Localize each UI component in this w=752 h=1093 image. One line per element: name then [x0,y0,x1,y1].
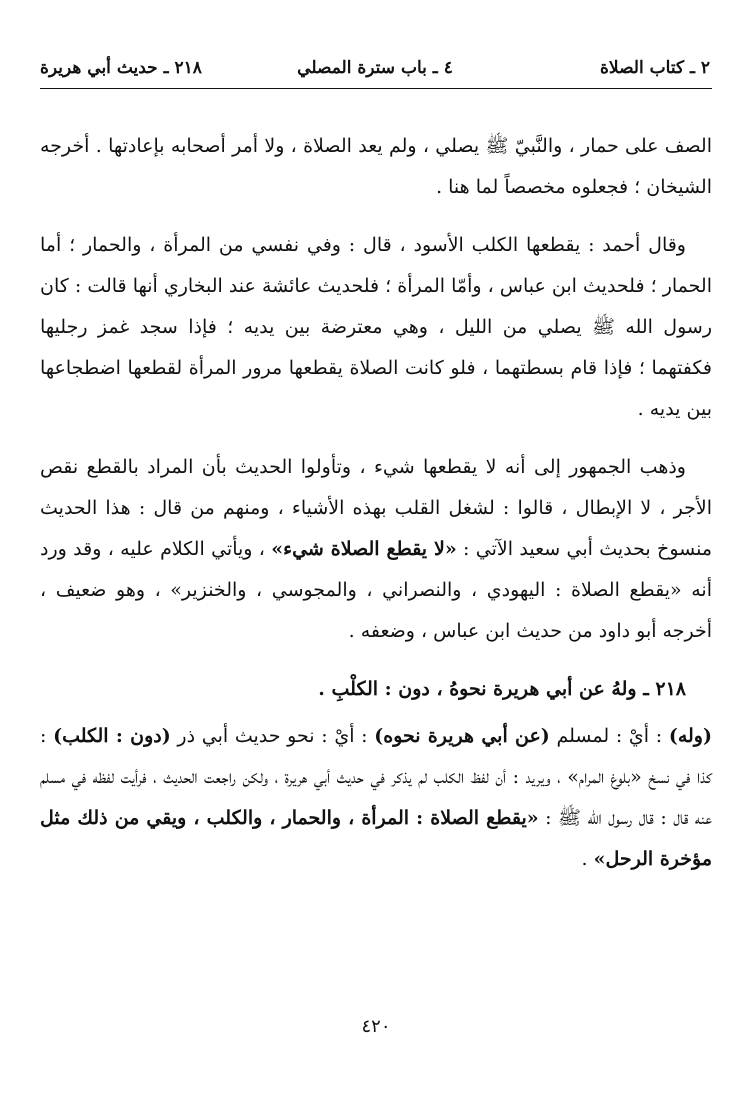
paragraph-3-text-c: ، ويأتي الكلام عليه ، وقد ورد أنه «يقطع الصلاة : اليهودي ، والنصراني ، والمجوسي ، والخنزير» ، وهو ضعيف ، أخرجه أبو داود من حديث ابن عباس ، وضعفه . [40,538,712,642]
page-body [40,126,712,897]
commentary-text-f: : كذا في نسخ «بلوغ المرام» ، ويريد : أن لفظ الكلب لم يذكر في حديث أبي هريرة ، ولكن راجعت الحديث ، فرأيت لفظه في مسلم عنه قال : قال رسول الله ﷺ : [40,725,712,829]
hadith-218-heading: ٢١٨ ـ ولهُ عن أبي هريرة نحوهُ ، دون : الكلْبِ . [318,678,686,700]
paragraph-2: وقال أحمد : يقطعها الكلب الأسود ، قال : وفي نفسي من المرأة ، والحمار ؛ أما الحمار ؛ فلحديث ابن عباس ، وأمّا المرأة ؛ فلحديث عائشة عند البخاري أنها قالت : كان رسول الله ﷺ يصلي من الليل ، وهي معترضة بين يديه ؛ فإذا سجد غمز رجليها فكفتهما ؛ فإذا قام بسطتهما ، فلو كانت الصلاة يقطعها مرور المرأة لقطعها اضطجاعها بين يديه . [40,234,712,420]
term-duna-al-kalb: (دون : الكلب) [53,725,171,747]
commentary-text-b: : أيْ : لمسلم [549,725,669,747]
header-book-title: ٢ ـ كتاب الصلاة [600,58,710,78]
commentary-text-d: : أيْ : نحو حديث أبي ذر [170,725,375,747]
header-chapter-title: ٤ ـ باب سترة المصلي [297,58,453,78]
paragraph-1: الصف على حمار ، والنَّبيّ ﷺ يصلي ، ولم يعد الصلاة ، ولا أمر أصحابه بإعادتها . أخرجه الشيخان ؛ فجعلوه مخصصاً لما هنا . [40,135,712,198]
quoted-hadith-la-yaqta: «لا يقطع الصلاة شيء» [271,538,457,560]
term-walahu: (وله) [668,725,712,747]
paragraph-4-commentary [40,716,712,880]
running-header [40,48,710,88]
header-hadith-title: ٢١٨ ـ حديث أبي هريرة [40,58,202,78]
header-rule [40,88,712,89]
term-an-abi-hurayra: (عن أبي هريرة نحوه) [374,725,550,747]
quoted-hadith-muslim: «يقطع الصلاة : المرأة ، والحمار ، والكلب ، ويقي من ذلك مثل مؤخرة الرحل» [40,807,712,870]
paragraph-3 [40,447,712,652]
page-number: ٤٢٠ [361,1016,391,1037]
commentary-text-h: . [581,848,594,870]
paragraph-3-text-a: وذهب الجمهور إلى أنه لا يقطعها شيء ، وتأولوا الحديث بأن المراد بالقطع نقص الأجر ، لا الإبطال ، قالوا : لشغل القلب بهذه الأشياء ، ومنهم من قال : هذا الحديث منسوخ بحديث أبي سعيد الآتي : [40,456,712,560]
